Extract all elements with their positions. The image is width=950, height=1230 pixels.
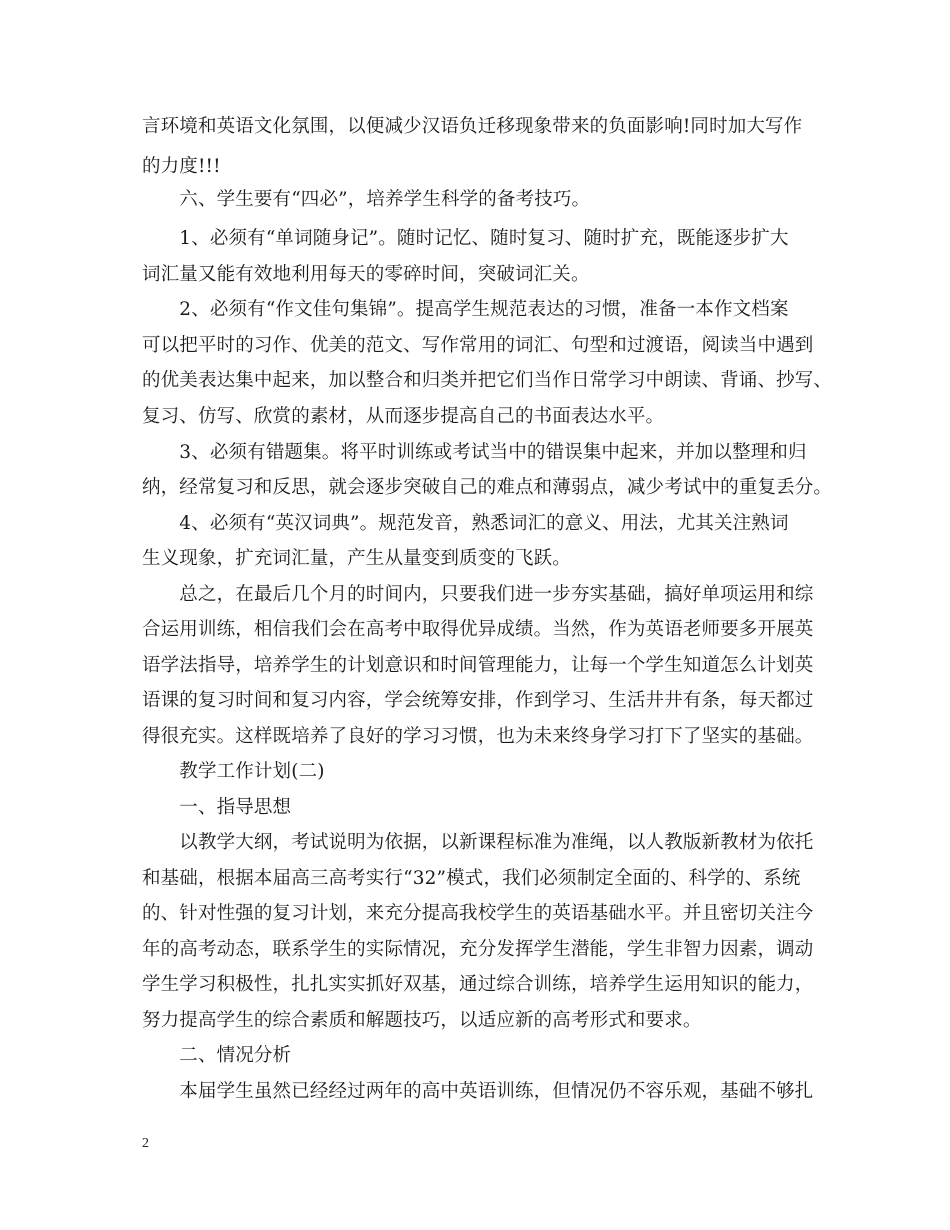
section-heading: 一、指导思想: [142, 797, 292, 818]
page-number: 2: [142, 1136, 149, 1151]
text-line: 总之，在最后几个月的时间内，只要我们进一步夯实基础，搞好单项运用和综: [142, 584, 814, 605]
text-line: 言环境和英语文化氛围，以便减少汉语负迁移现象带来的负面影响!同时加大写作: [142, 116, 803, 137]
text-line: 语课的复习时间和复习内容，学会统筹安排，作到学习、生活井井有条，每天都过: [142, 690, 814, 711]
text-line: 得很充实。这样既培养了良好的学习习惯，也为未来终身学习打下了坚实的基础。: [142, 726, 814, 747]
text-line: 词汇量又能有效地利用每天的零碎时间，突破词汇关。: [142, 264, 590, 285]
text-line: 的力度!!!: [142, 156, 221, 177]
section-heading: 二、情况分析: [142, 1045, 292, 1066]
text-line: 的、针对性强的复习计划，来充分提高我校学生的英语基础水平。并且密切关注今: [142, 903, 814, 924]
text-line: 3、必须有错题集。将平时训练或考试当中的错误集中起来，并加以整理和归: [142, 442, 807, 463]
text-line: 以教学大纲，考试说明为依据，以新课程标准为准绳，以人教版新教材为依托: [142, 832, 814, 853]
text-line: 2、必须有“作文佳句集锦”。提高学生规范表达的习惯，准备一本作文档案: [142, 299, 789, 320]
text-line: 学生学习积极性，扎扎实实抓好双基，通过综合训练，培养学生运用知识的能力，: [142, 974, 814, 995]
text-line: 可以把平时的习作、优美的范文、写作常用的词汇、句型和过渡语，阅读当中遇到: [142, 335, 814, 356]
text-line: 本届学生虽然已经经过两年的高中英语训练，但情况仍不容乐观，基础不够扎: [142, 1081, 814, 1102]
text-line: 4、必须有“英汉词典”。规范发音，熟悉词汇的意义、用法，尤其关注熟词: [142, 513, 789, 534]
text-line: 努力提高学生的综合素质和解题技巧，以适应新的高考形式和要求。: [142, 1010, 702, 1031]
text-line: 生义现象，扩充词汇量，产生从量变到质变的飞跃。: [142, 548, 571, 569]
text-line: 1、必须有“单词随身记”。随时记忆、随时复习、随时扩充，既能逐步扩大: [142, 228, 789, 249]
text-line: 复习、仿写、欣赏的素材，从而逐步提高自己的书面表达水平。: [142, 406, 665, 427]
text-line: 纳，经常复习和反思，就会逐步突破自己的难点和薄弱点，减少考试中的重复丢分。: [142, 477, 833, 498]
text-line: 语学法指导，培养学生的计划意识和时间管理能力，让每一个学生知道怎么计划英: [142, 655, 814, 676]
text-line: 年的高考动态，联系学生的实际情况，充分发挥学生潜能，学生非智力因素，调动: [142, 939, 814, 960]
text-line: 合运用训练，相信我们会在高考中取得优异成绩。当然，作为英语老师要多开展英: [142, 619, 814, 640]
section-heading: 六、学生要有“四必”，培养学生科学的备考技巧。: [142, 189, 591, 210]
text-line: 的优美表达集中起来，加以整合和归类并把它们当作日常学习中朗读、背诵、抄写、: [142, 370, 833, 391]
text-line: 和基础，根据本届高三高考实行“32”模式，我们必须制定全面的、科学的、系统: [142, 868, 801, 889]
section-heading: 教学工作计划(二): [142, 761, 325, 782]
